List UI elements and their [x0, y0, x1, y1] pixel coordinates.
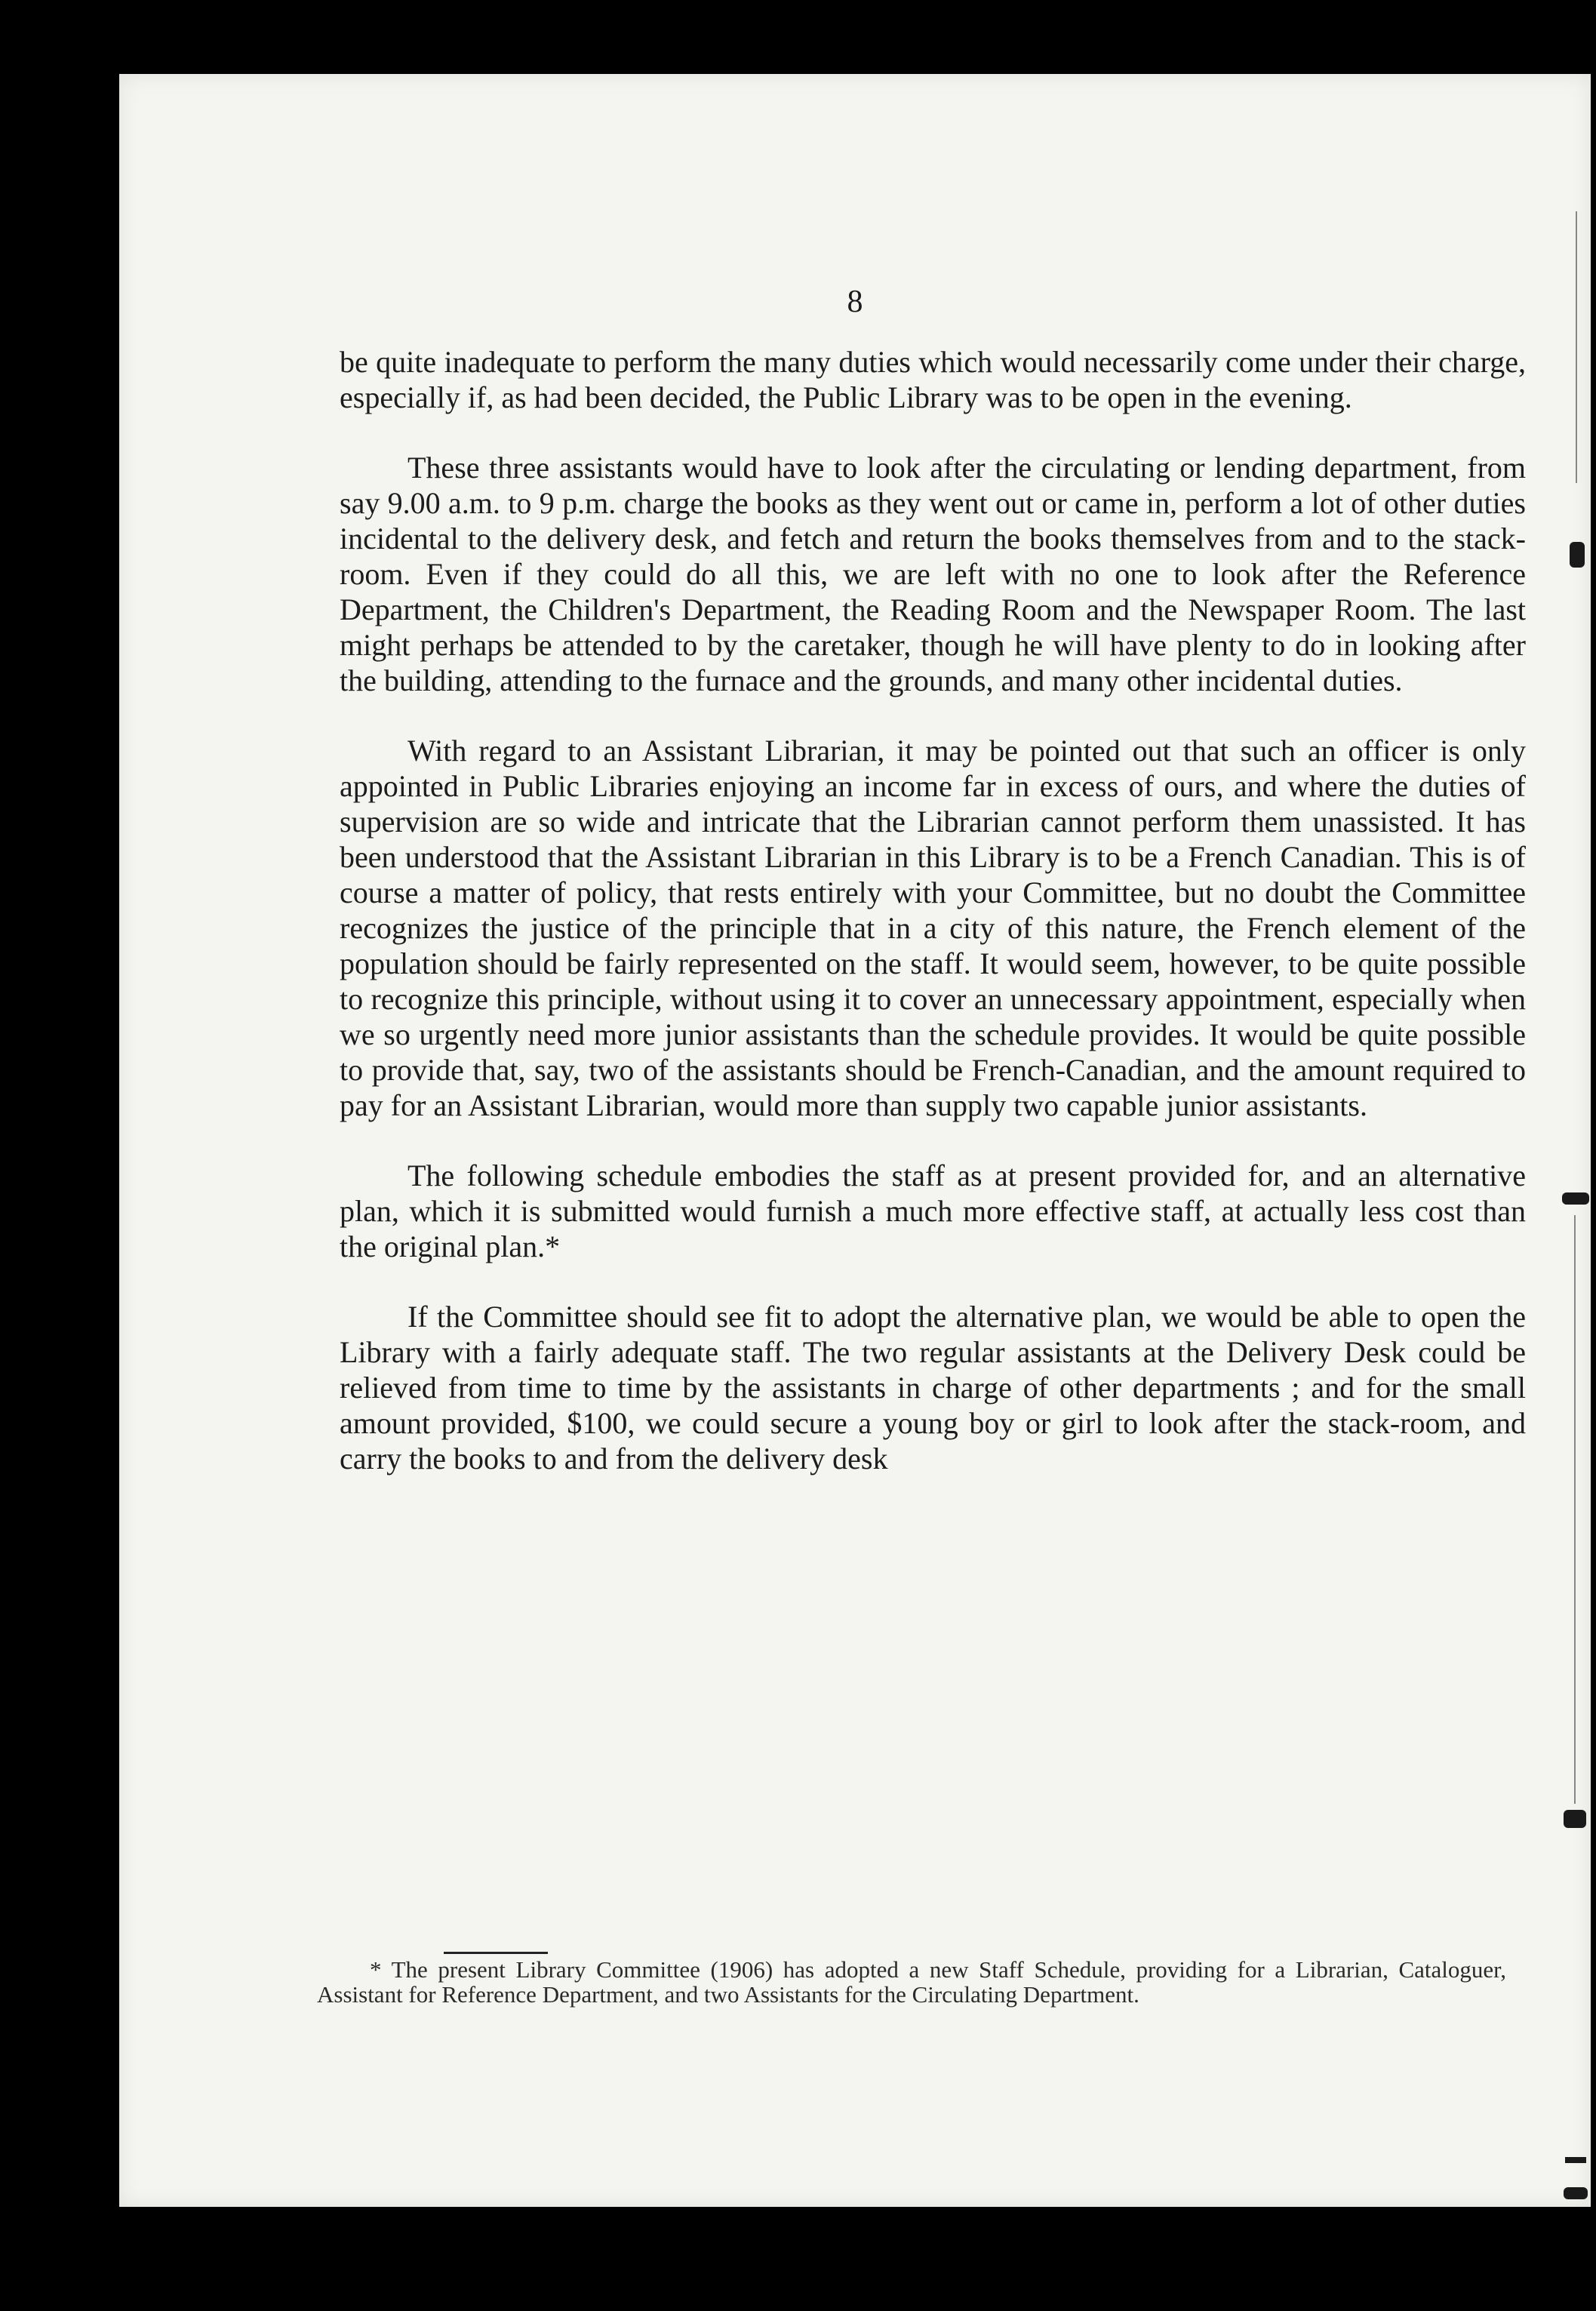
scan-edge-line-top [1576, 211, 1577, 483]
page-number: 8 [847, 285, 863, 319]
scan-mark-3 [1564, 1810, 1586, 1828]
paragraph-2: These three assistants would have to look after the circulating or lending department, from say 9.00 a.m. to 9 p.m. charge the books as they went out or came in, perform a lot of other duties incidental to the delivery desk, and fetch and return the books themselves from and to the stack-room. Even if they could do all this, we are left with no one to look after the Reference Department, the Children's Department, the Reading Room and the Newspaper Room. The last might perhaps be attended to by the caretaker, though he will have plenty to do in looking after the building, attending to the furnace and the grounds, and many other incidental duties. [340, 451, 1526, 697]
body-text [340, 344, 1526, 1511]
footnote-rule [444, 1952, 548, 1954]
scan-edge-line-mid [1574, 1215, 1576, 1804]
scan-mark-2 [1562, 1192, 1589, 1205]
scan-mark-1 [1570, 542, 1585, 568]
document-page [119, 74, 1591, 2207]
footnote: * The present Library Committee (1906) has adopted a new Staff Schedule, providing for a Librarian, Cataloguer, Assistant for Reference Department, and two Assistants for the Circulating Department. [317, 1956, 1506, 2008]
scan-mark-4 [1565, 2157, 1586, 2163]
paragraph-5: If the Committee should see fit to adopt the alternative plan, we would be able to open the Library with a fairly adequate staff. The two regular assistants at the Delivery Desk could be relieved from time to time by the assistants in charge of other departments ; and for the small amount provided, $100, we could secure a young boy or girl to look after the stack-room, and carry the books to and from the delivery desk [340, 1300, 1526, 1476]
scan-mark-5 [1564, 2187, 1588, 2199]
paragraph-4: The following schedule embodies the staff as at present provided for, and an alternative plan, which it is submitted would furnish a much more effective staff, at actually less cost than the original plan.* [340, 1159, 1526, 1263]
paragraph-1: be quite inadequate to perform the many duties which would necessarily come under their charge, especially if, as had been decided, the Public Library was to be open in the evening. [340, 345, 1526, 414]
paragraph-3: With regard to an Assistant Librarian, it may be pointed out that such an officer is only appointed in Public Libraries enjoying an income far in excess of ours, and where the duties of supervision are so wide and intricate that the Librarian cannot perform them unassisted. It has been understood that the Assistant Librarian in this Library is to be a French Canadian. This is of course a matter of policy, that rests entirely with your Committee, but no doubt the Committee recognizes the justice of the principle that in a city of this nature, the French element of the population should be fairly represented on the staff. It would seem, however, to be quite possible to recognize this principle, without using it to cover an unnecessary appointment, especially when we so urgently need more junior assistants than the schedule provides. It would be quite possible to provide that, say, two of the assistants should be French-Canadian, and the amount required to pay for an Assistant Librarian, would more than supply two capable junior assistants. [340, 734, 1526, 1122]
